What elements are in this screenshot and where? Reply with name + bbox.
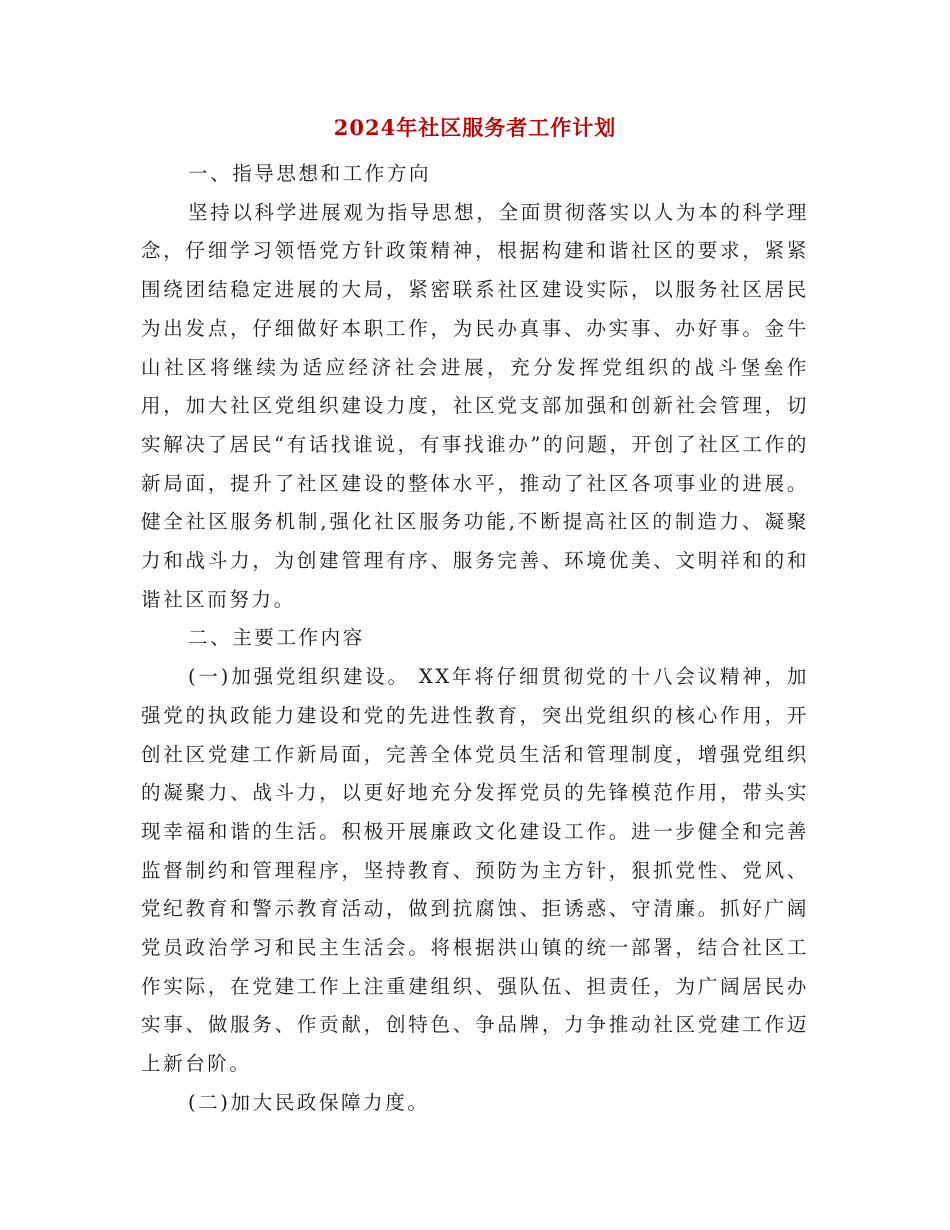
document-body [141,155,809,1123]
section2-heading: 二、主要工作内容 [188,626,365,650]
document-title: 2024年社区服务者工作计划 [333,115,617,140]
item1-paragraph: (一)加强党组织建设。 XX年将仔细贯彻党的十八会议精神，加强党的执政能力建设和党的先进性教育，突出党组织的核心作用，开创社区党建工作新局面，完善全体党员生活和管理制度，增强党组织的凝聚力、战斗力，以更好地充分发挥党员的先锋模范作用，带头实现幸福和谐的生活。积极开展廉政文化建设工作。进一步健全和完善监督制约和管理程序，坚持教育、预防为主方针，狠抓党性、党风、党纪教育和警示教育活动，做到抗腐蚀、拒诱惑、守清廉。抓好广阔党员政治学习和民主生活会。将根据洪山镇的统一部署，结合社区工作实际，在党建工作上注重建组织、强队伍、担责任，为广阔居民办实事、做服务、作贡献，创特色、争品牌，力争推动社区党建工作迈上新台阶。 [141,665,809,1076]
item2-heading: (二)加大民政保障力度。 [188,1090,430,1114]
section1-paragraph: 坚持以科学进展观为指导思想，全面贯彻落实以人为本的科学理念，仔细学习领悟党方针政策精神，根据构建和谐社区的要求，紧紧围绕团结稳定进展的大局，紧密联系社区建设实际，以服务社区居民为出发点，仔细做好本职工作，为民办真事、办实事、办好事。金牛山社区将继续为适应经济社会进展，充分发挥党组织的战斗堡垒作用，加大社区党组织建设力度，社区党支部加强和创新社会管理，切实解决了居民“有话找谁说，有事找谁办”的问题，开创了社区工作的新局面，提升了社区建设的整体水平，推动了社区各项事业的进展。健全社区服务机制,强化社区服务功能,不断提高社区的制造力、凝聚力和战斗力，为创建管理有序、服务完善、环境优美、文明祥和的和谐社区而努力。 [141,200,809,611]
section1-heading: 一、指导思想和工作方向 [188,162,432,185]
